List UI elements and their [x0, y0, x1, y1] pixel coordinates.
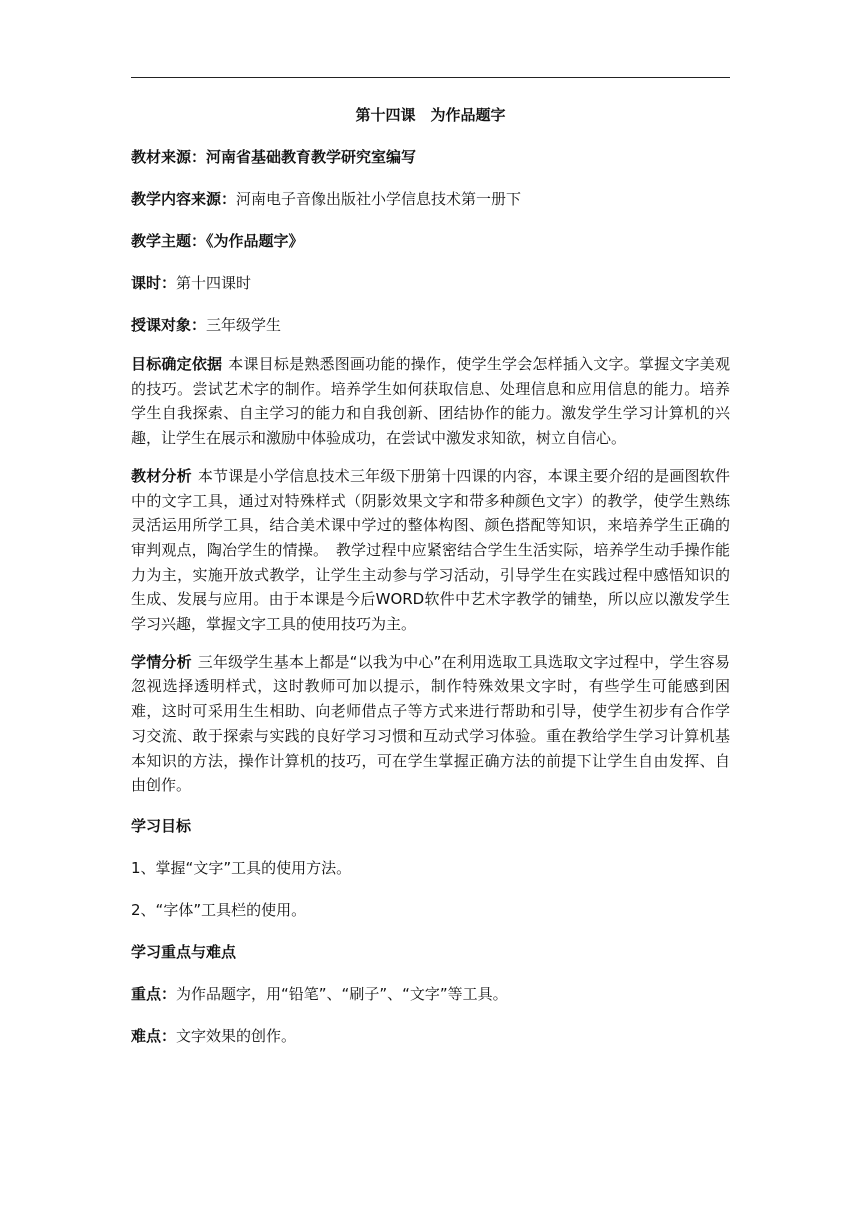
field-label: 教学主题：: [131, 232, 207, 250]
difficulty-value: 文字效果的创作。: [176, 1026, 297, 1045]
field-value: 河南省基础教育教学研究室编写: [206, 148, 417, 166]
document-body: [131, 100, 730, 1063]
field-label: 教学内容来源：: [131, 190, 237, 208]
difficulty-item: [131, 1021, 730, 1051]
field-audience: [131, 310, 730, 340]
paragraph-text: 本节课是小学信息技术三年级下册第十四课的内容，本课主要介绍的是画图软件中的文字工具，通过对特殊样式（阴影效果文字和带多种颜色文字）的教学，使学生熟练灵活运用所学工具，结合美术课中学过的整体构图、颜色搭配等知识，来培养学生正确的审判观点，陶冶学生的情操。 教学过程中应紧密结合学生生活实际，培养学生动手操作能力为主，实施开放式教学，让学生主动参与学习活动，引导学生在实践过程中感悟知识的生成、发展与应用。由于本课是今后WORD软件中艺术字教学的铺垫，所以应以激发学生学习兴趣，掌握文字工具的使用技巧为主。: [131, 466, 730, 634]
field-class-hours: [131, 268, 730, 298]
key-point-label: 重点：: [131, 984, 177, 1003]
difficulty-label: 难点：: [131, 1026, 177, 1045]
key-point-value: 为作品题字，用“铅笔”、“刷子”、“文字”等工具。: [176, 984, 508, 1003]
field-teaching-theme: [131, 226, 730, 256]
key-points-heading: 学习重点与难点: [131, 942, 237, 961]
paragraph-label: 目标确定依据: [131, 355, 223, 373]
paragraph-objective-basis: [131, 352, 730, 451]
paragraph-learner-analysis: [131, 650, 730, 798]
field-value: 三年级学生: [206, 316, 282, 334]
paragraph-material-analysis: [131, 464, 730, 637]
field-label: 课时：: [131, 274, 177, 292]
paragraph-label: 学情分析: [131, 652, 192, 671]
paragraph-text: 本课目标是熟悉图画功能的操作，使学生学会怎样插入文字。掌握文字美观的技巧。尝试艺术字的制作。培养学生如何获取信息、处理信息和应用信息的能力。培养学生自我探索、自主学习的能力和自我创新、团结协作的能力。激发学生学习计算机的兴趣，让学生在展示和激励中体验成功，在尝试中激发求知欲，树立自信心。: [131, 355, 730, 448]
paragraph-label: 教材分析: [131, 466, 192, 485]
field-textbook-source: [131, 142, 730, 172]
field-value: 《为作品题字》: [206, 232, 304, 250]
key-point-item: [131, 979, 730, 1009]
field-value: 第十四课时: [176, 274, 252, 292]
objectives-heading: 学习目标: [131, 816, 192, 835]
field-content-source: [131, 184, 730, 214]
objective-item: 2、“字体”工具栏的使用。: [131, 900, 307, 919]
field-label: 授课对象：: [131, 316, 207, 334]
field-value: 河南电子音像出版社小学信息技术第一册下: [236, 190, 522, 208]
field-label: 教材来源：: [131, 148, 207, 166]
paragraph-text: 三年级学生基本上都是“以我为中心”在利用选取工具选取文字过程中，学生容易忽视选择透明样式，这时教师可加以提示，制作特殊效果文字时，有些学生可能感到困难，这时可采用生生相助、向老师借点子等方式来进行帮助和引导，使学生初步有合作学习交流、敢于探索与实践的良好学习习惯和互动式学习体验。重在教给学生学习计算机基本知识的方法，操作计算机的技巧，可在学生掌握正确方法的前提下让学生自由发挥、自由创作。: [131, 652, 730, 795]
lesson-title: 第十四课 为作品题字: [355, 106, 506, 124]
header-rule: [131, 77, 730, 78]
objective-item: 1、掌握“文字”工具的使用方法。: [131, 858, 352, 877]
